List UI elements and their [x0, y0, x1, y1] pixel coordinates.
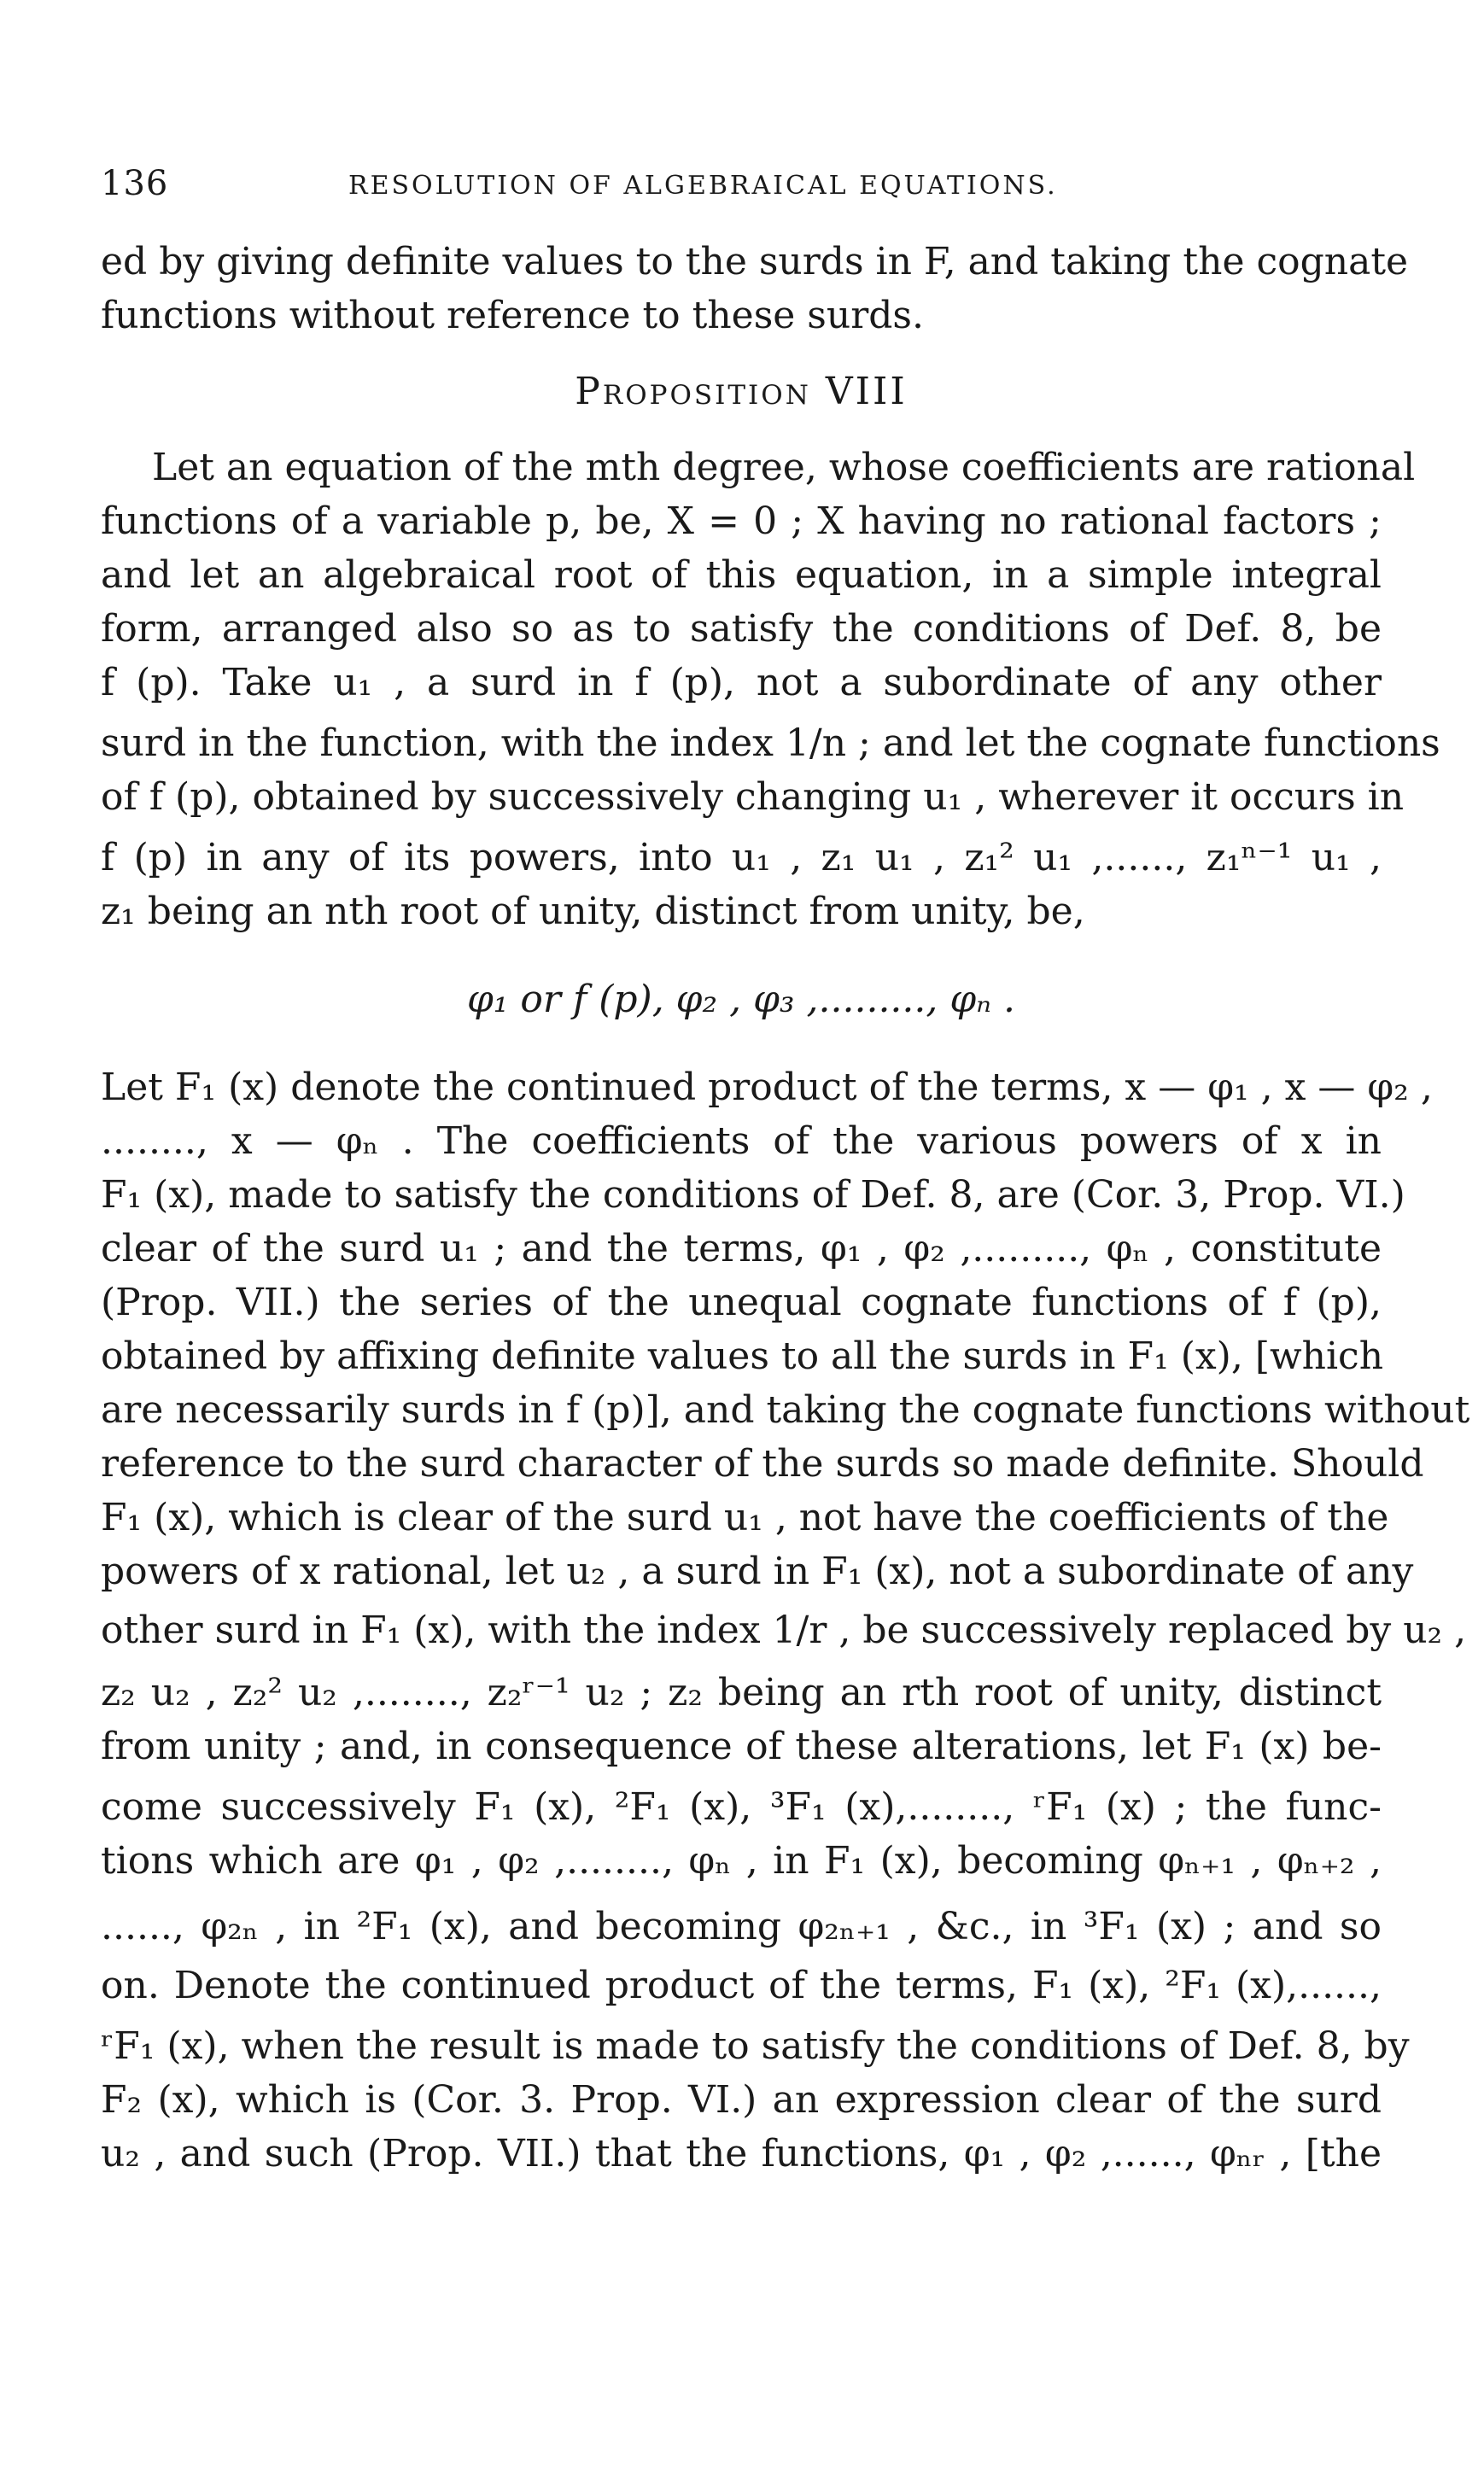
- text-line: on. Denote the continued product of the terms, F₁ (x), ²F₁ (x),......,: [101, 1964, 1382, 2007]
- running-head: RESOLUTION OF ALGEBRAICAL EQUATIONS.: [348, 171, 1058, 201]
- text-line: are necessarily surds in f (p)], and taking the cognate functions without: [101, 1388, 1470, 1432]
- display-formula: φ₁ or f (p), φ₂ , φ₃ ,........., φₙ .: [467, 978, 1015, 1021]
- text-line: form, arranged also so as to satisfy the conditions of Def. 8, be: [101, 607, 1382, 651]
- page-header: [101, 164, 1382, 215]
- text-line: surd in the function, with the index 1/n ; and let the cognate functions: [101, 721, 1440, 765]
- text-line: ......, φ₂ₙ , in ²F₁ (x), and becoming φ₂ₙ₊₁ , &c., in ³F₁ (x) ; and so: [101, 1905, 1382, 1948]
- text-line: ed by giving definite values to the surds in F, and taking the cognate: [101, 240, 1409, 283]
- text-line: from unity ; and, in consequence of these alterations, let F₁ (x) be-: [101, 1725, 1382, 1768]
- text-line: F₁ (x), made to satisfy the conditions of Def. 8, are (Cor. 3, Prop. VI.): [101, 1173, 1405, 1217]
- body-text: [101, 235, 1470, 2181]
- text-line: (Prop. VII.) the series of the unequal cognate functions of f (p),: [101, 1281, 1382, 1324]
- text-line: other surd in F₁ (x), with the index 1/r , be successively replaced by u₂ ,: [101, 1609, 1467, 1652]
- text-line: of f (p), obtained by successively changing u₁ , wherever it occurs in: [101, 775, 1405, 819]
- text-line: obtained by affixing definite values to all the surds in F₁ (x), [which: [101, 1334, 1384, 1378]
- text-line: come successively F₁ (x), ²F₁ (x), ³F₁ (x),........, ʳF₁ (x) ; the func-: [101, 1785, 1382, 1829]
- text-line: functions without reference to these surds.: [101, 294, 924, 337]
- text-line: z₁ being an nth root of unity, distinct from unity, be,: [101, 890, 1085, 933]
- text-line: reference to the surd character of the surds so made definite. Should: [101, 1442, 1424, 1486]
- text-line: powers of x rational, let u₂ , a surd in F₁ (x), not a subordinate of any: [101, 1550, 1414, 1593]
- text-line: F₂ (x), which is (Cor. 3. Prop. VI.) an expression clear of the surd: [101, 2078, 1382, 2122]
- text-line: tions which are φ₁ , φ₂ ,........, φₙ , in F₁ (x), becoming φₙ₊₁ , φₙ₊₂ ,: [101, 1839, 1382, 1883]
- text-line: Let an equation of the mth degree, whose coefficients are rational: [152, 446, 1416, 489]
- text-line: z₂ u₂ , z₂² u₂ ,........, z₂ʳ⁻¹ u₂ ; z₂ being an rth root of unity, distinct: [101, 1671, 1382, 1714]
- text-line: f (p) in any of its powers, into u₁ , z₁ u₁ , z₁² u₁ ,......, z₁ⁿ⁻¹ u₁ ,: [101, 836, 1382, 879]
- text-line: and let an algebraical root of this equation, in a simple integral: [101, 553, 1382, 597]
- proposition-heading: Proposition VIII: [575, 370, 908, 413]
- page-number: 136: [101, 164, 169, 203]
- text-line: Let F₁ (x) denote the continued product of the terms, x — φ₁ , x — φ₂ ,: [101, 1066, 1433, 1109]
- text-line: F₁ (x), which is clear of the surd u₁ , not have the coefficients of the: [101, 1496, 1389, 1539]
- text-line: clear of the surd u₁ ; and the terms, φ₁ , φ₂ ,........., φₙ , constitute: [101, 1227, 1382, 1270]
- text-line: functions of a variable p, be, X = 0 ; X having no rational factors ;: [101, 499, 1382, 543]
- text-line: ........, x — φₙ . The coefficients of the various powers of x in: [101, 1119, 1382, 1163]
- text-line: ʳF₁ (x), when the result is made to satisfy the conditions of Def. 8, by: [101, 2024, 1410, 2068]
- text-line: f (p). Take u₁ , a surd in f (p), not a subordinate of any other: [101, 661, 1382, 704]
- text-line: u₂ , and such (Prop. VII.) that the functions, φ₁ , φ₂ ,......, φₙᵣ , [the: [101, 2132, 1382, 2175]
